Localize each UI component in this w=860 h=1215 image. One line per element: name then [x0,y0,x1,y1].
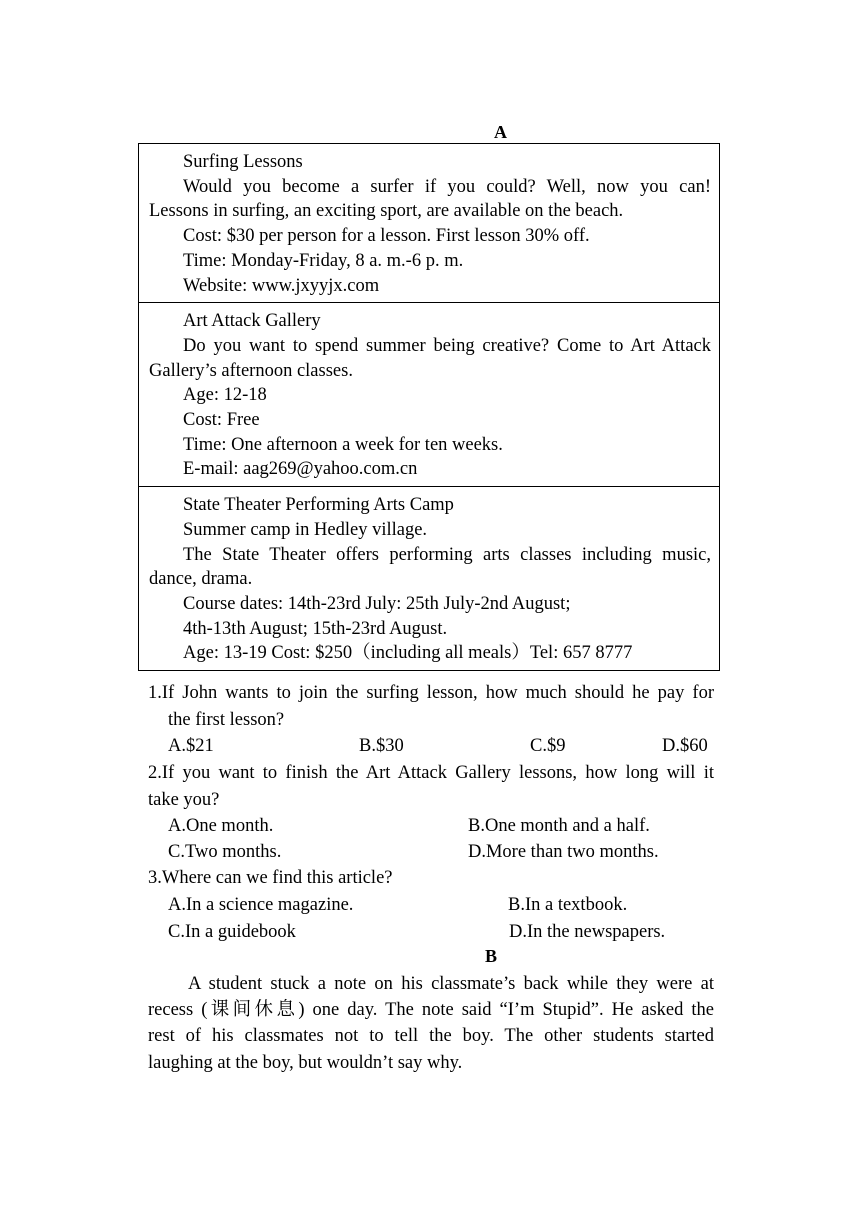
ad-course-dates: Course dates: 14th-23rd July: 25th July-2nd August; [183,593,571,614]
ad-text-line: Lessons in surfing, an exciting sport, are available on the beach. [149,201,624,222]
ad-age-cost-tel: Age: 13-19 Cost: $250（including all meals）Tel: 657 8777 [183,643,633,664]
question-2 [148,760,714,813]
ad-website: Website: www.jxyyjx.com [183,275,380,296]
option-a: A.$21 [168,736,214,756]
option-d: D.In the newspapers. [509,922,666,942]
passage-line: rest of his classmates not to tell the boy. The other students started [148,1026,714,1047]
ad-cost: Cost: $30 per person for a lesson. First lesson 30% off. [183,226,590,247]
ad-course-dates: 4th-13th August; 15th-23rd August. [183,618,448,639]
ad-title: Art Attack Gallery [183,311,321,332]
question-1 [148,680,714,733]
option-c: C.$9 [530,736,566,756]
option-a: A.In a science magazine. [168,895,354,915]
passage-b [148,971,714,1076]
option-c: C.In a guidebook [168,922,296,942]
ad-email: E-mail: aag269@yahoo.com.cn [183,459,418,480]
passage-line: laughing at the boy, but wouldn’t say why. [148,1052,463,1073]
ad-state-theater-camp [139,486,719,670]
question-stem: 2.If you want to finish the Art Attack Gallery lessons, how long will it [148,763,714,783]
ad-text-line: Gallery’s afternoon classes. [149,360,353,381]
option-d: D.More than two months. [468,842,659,862]
passage-line: recess (课间休息) one day. The note said “I’m Stupid”. He asked the [148,1000,714,1021]
ad-time: Time: One afternoon a week for ten weeks. [183,434,503,455]
passage-line: A student stuck a note on his classmate’s back while they were at [188,974,714,994]
option-b: B.In a textbook. [508,895,628,915]
option-b: B.One month and a half. [468,816,650,836]
ad-surfing-lessons [139,144,719,302]
section-b-heading: B [485,946,498,966]
ad-age: Age: 12-18 [183,385,267,406]
question-3-stem: 3.Where can we find this article? [148,868,393,888]
ad-title: Surfing Lessons [183,152,303,172]
ad-text-line: Would you become a surfer if you could? Well, now you can! [183,176,711,197]
question-stem: 1.If John wants to join the surfing lesson, how much should he pay for [148,683,714,703]
ad-text-line: Summer camp in Hedley village. [183,519,428,540]
ads-table [138,143,720,671]
question-stem-cont: take you? [148,789,220,810]
option-a: A.One month. [168,816,274,836]
ad-text-line: The State Theater offers performing arts classes including music, [183,544,711,565]
ad-text-line: dance, drama. [149,569,253,590]
option-b: B.$30 [359,736,404,756]
option-c: C.Two months. [168,842,282,862]
option-d: D.$60 [662,736,708,756]
section-a-heading: A [494,122,507,142]
ad-art-attack-gallery [139,302,719,486]
ad-cost: Cost: Free [183,410,260,431]
question-stem-cont: the first lesson? [168,709,285,730]
ad-text-line: Do you want to spend summer being creative? Come to Art Attack [183,335,711,356]
ad-time: Time: Monday-Friday, 8 a. m.-6 p. m. [183,250,464,271]
ad-title: State Theater Performing Arts Camp [183,495,454,516]
